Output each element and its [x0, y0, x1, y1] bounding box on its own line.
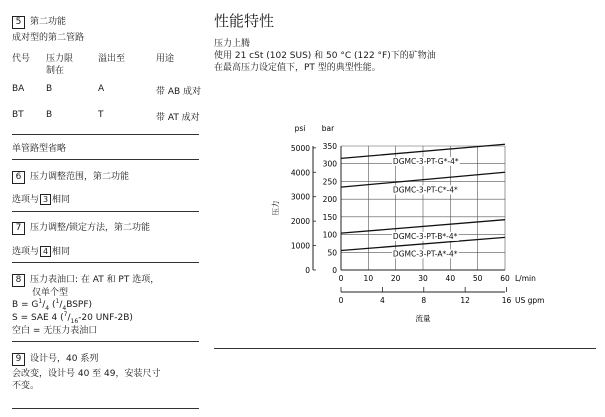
x-tick-label: 40	[445, 274, 456, 283]
y-tick-label-psi: 3000	[290, 192, 310, 202]
description-line1: 使用 21 cSt (102 SUS) 和 50 °C (122 °F)下的矿物油	[214, 51, 436, 61]
table-cell: A	[98, 84, 105, 94]
page-title: 性能特性	[214, 12, 275, 30]
x-tick-label: 30	[418, 274, 428, 283]
section-6-ref: 3	[40, 194, 51, 205]
y-tick-label-bar: 100	[322, 230, 337, 240]
section-5-subtitle: 成对型的第二管路	[12, 33, 85, 43]
x-tick-label: 50	[472, 274, 483, 283]
table-cell: T	[98, 110, 104, 120]
section-7-note: 选项与 4 相同	[12, 247, 71, 257]
section-9-number: 9	[12, 353, 25, 366]
series-label: DGMC-3-PT-B*-4*	[392, 231, 458, 241]
x-axis-label: 流量	[415, 314, 431, 323]
table-cell: 带 AB 成对	[156, 87, 202, 97]
x2-tick-label: 8	[421, 296, 427, 305]
x2-tick-label: 0	[338, 296, 344, 305]
section-8-number: 8	[12, 274, 25, 287]
x-tick-label: 60	[500, 274, 510, 283]
y-tick-label-bar: 0	[332, 266, 337, 275]
y-axis-label: 压力	[271, 200, 280, 216]
series-label: DGMC-3-PT-C*-4*	[392, 185, 458, 195]
section-9-line1: 会改变，设计号 40 至 49，安装尺寸	[12, 369, 161, 379]
section-6-number: 6	[12, 171, 25, 184]
y-tick-label-psi: 4000	[290, 168, 310, 178]
section-7-title: 7 压力调整/锁定方法，第二功能	[12, 220, 150, 235]
section-subtitle: 压力上腾	[214, 39, 251, 49]
y-tick-label-psi: 1000	[290, 241, 310, 251]
x-tick-label: 20	[390, 274, 401, 283]
x-axis-unit: L/min	[515, 274, 536, 283]
gauge-option-b: $B = G^1/_4$ $(^1/_4BSPF)$	[12, 298, 93, 312]
y-tick-label-psi: 0	[305, 266, 310, 275]
table-cell: 带 AT 成对	[156, 113, 200, 123]
x2-tick-label: 12	[460, 296, 470, 305]
section-6-note: 选项与 3 相同	[12, 195, 71, 205]
divider	[214, 348, 596, 349]
section-8-title: 8 压力表油口: 在 AT 和 PT 选项，	[12, 272, 159, 287]
y-unit-bar: bar	[321, 124, 335, 133]
section-5-number: 5	[12, 16, 25, 29]
y-tick-label-bar: 350	[322, 142, 337, 151]
y-tick-label-psi: 2000	[290, 217, 310, 227]
x-tick-label: 0	[338, 274, 344, 283]
y-tick-label-bar: 200	[322, 195, 337, 205]
section-7-ref: 4	[40, 246, 51, 257]
section-9-line2: 不变。	[12, 381, 40, 391]
gauge-option-s: S = SAE 4 ($^7/_{16}-20$ UNF-2B)	[12, 311, 133, 325]
description-line2: 在最高压力设定值下，PT 型的典型性能。	[214, 63, 381, 73]
y-tick-label-bar: 150	[322, 212, 337, 222]
section-9-title: 9 设计号，40 系列	[12, 351, 98, 366]
y-tick-label-bar: 250	[322, 177, 337, 187]
table-header-use: 用途	[156, 54, 175, 64]
y-unit-psi: psi	[294, 124, 306, 133]
table-header-overflow: 溢出至	[98, 54, 126, 64]
table-cell: B	[46, 84, 53, 94]
y-tick-label-bar: 50	[327, 248, 337, 258]
section-6-title: 6 压力调整范围，第二功能	[12, 169, 129, 184]
section-7-number: 7	[12, 222, 25, 235]
x2-tick-label: 16	[501, 296, 512, 305]
table-header-pressure: 压力限	[46, 54, 74, 64]
table-header-pressure-line2: 制在	[46, 66, 65, 76]
x2-tick-label: 4	[379, 296, 385, 305]
table-cell: BT	[12, 110, 24, 120]
series-label: DGMC-3-PT-G*-4*	[392, 156, 459, 166]
x2-axis-unit: US gpm	[515, 296, 545, 305]
y-tick-label-psi: 5000	[290, 143, 310, 153]
chart-labels	[270, 124, 544, 323]
section-8-title-line2: 仅单个型	[32, 288, 69, 298]
table-cell: B	[46, 110, 53, 120]
y-tick-label-bar: 300	[322, 159, 337, 169]
single-line-note: 单管路型省略	[12, 144, 67, 154]
gauge-option-blank: 空白 = 无压力表油口	[12, 326, 98, 336]
series-label: DGMC-3-PT-A*-4*	[392, 249, 458, 259]
table-cell: BA	[12, 84, 25, 94]
x-tick-label: 10	[363, 274, 374, 283]
section-5-title: 5 第二功能	[12, 14, 66, 29]
table-header-code: 代号	[12, 54, 31, 64]
